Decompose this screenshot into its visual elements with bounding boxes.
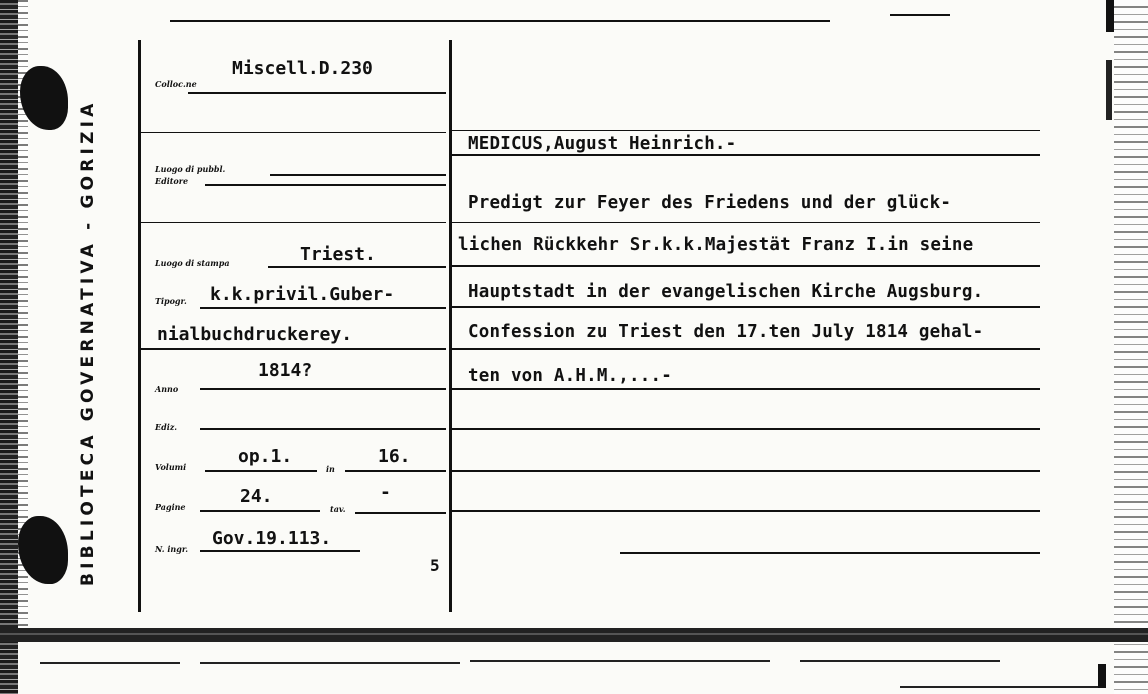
card-top-rule-2: [890, 14, 950, 16]
label-volumi-in: in: [326, 464, 335, 474]
title-line-5: ten von A.H.M.,...-: [468, 366, 672, 386]
label-editore: Editore: [155, 176, 189, 186]
scan-edge-bottom: [0, 628, 1148, 642]
rule-luogo-pubbl: [270, 174, 446, 176]
rule-right-5: [452, 348, 1040, 350]
value-anno: 1814?: [258, 360, 313, 381]
label-ingresso: N. ingr.: [155, 544, 189, 554]
rule-collocazione: [188, 92, 446, 94]
rule-right-8: [452, 470, 1040, 472]
label-tavole: tav.: [330, 504, 346, 514]
rule-ingresso: [200, 550, 360, 552]
title-line-3: Hauptstadt in der evangelischen Kirche Augsburg.: [468, 282, 984, 302]
rule-right-1: [452, 154, 1040, 156]
card-top-rule: [170, 20, 830, 22]
label-luogo-stampa: Luogo di stampa: [155, 258, 230, 268]
rule-right-4: [452, 306, 1040, 308]
label-luogo-pubbl: Luogo di pubbl.: [155, 164, 226, 174]
rule-tavole: [355, 512, 446, 514]
label-anno: Anno: [155, 384, 179, 394]
value-pagine: 24.: [240, 486, 273, 507]
label-collocazione: Colloc.ne: [155, 79, 197, 89]
label-volumi: Volumi: [155, 462, 187, 472]
left-column-divider: [138, 40, 141, 612]
rule-right-0: [452, 130, 1040, 131]
rule-luogo-stampa: [268, 266, 446, 268]
scan-edge-left: [0, 0, 18, 694]
value-ingresso: Gov.19.113.: [212, 528, 332, 549]
rule-right-2: [452, 222, 1040, 223]
rule-volumi: [205, 470, 317, 472]
label-tipografo: Tipogr.: [155, 296, 187, 306]
next-card-rule-3: [470, 660, 770, 662]
library-stamp-vertical: BIBLIOTECA GOVERNATIVA - GORIZIA: [78, 99, 98, 586]
rule-blank-1: [140, 132, 446, 133]
value-collocazione: Miscell.D.230: [232, 58, 373, 79]
title-line-2: lichen Rückkehr Sr.k.k.Majestät Franz I.in seine: [458, 235, 974, 255]
bottom-mark: 5: [430, 556, 440, 575]
rule-editore: [205, 184, 446, 186]
next-card-rule-1: [40, 662, 180, 664]
rule-blank-2: [140, 222, 446, 223]
title-line-4: Confession zu Triest den 17.ten July 1814 gehal-: [468, 322, 984, 342]
next-card-rule-4: [800, 660, 1000, 662]
scan-edge-right: [1114, 0, 1148, 694]
rule-right-10: [620, 552, 1040, 554]
rule-tipografo-2: [140, 348, 446, 350]
label-edizione: Ediz.: [155, 422, 178, 432]
rule-right-7: [452, 428, 1040, 430]
value-tipografo-line1: k.k.privil.Guber-: [210, 284, 395, 305]
rule-edizione: [200, 428, 446, 430]
scan-mark-bottom-right: [1098, 664, 1106, 688]
rule-right-9: [452, 510, 1040, 512]
label-pagine: Pagine: [155, 502, 186, 512]
rule-anno: [200, 388, 446, 390]
value-formato: 16.: [378, 446, 411, 467]
author-heading: MEDICUS,August Heinrich.-: [468, 134, 737, 154]
next-card-rule-2: [200, 662, 460, 664]
middle-column-divider: [449, 40, 452, 612]
rule-formato: [345, 470, 446, 472]
title-line-1: Predigt zur Feyer des Friedens und der glück-: [468, 193, 952, 213]
value-tavole: -: [380, 482, 391, 503]
rule-right-3: [452, 265, 1040, 267]
value-volumi: op.1.: [238, 446, 293, 467]
scan-mark-right-2: [1106, 60, 1112, 120]
next-card-rule-5: [900, 686, 1100, 688]
scan-mark-right: [1106, 0, 1114, 32]
rule-right-6: [452, 388, 1040, 390]
rule-pagine: [200, 510, 320, 512]
value-luogo-stampa: Triest.: [300, 244, 376, 265]
rule-tipografo: [200, 307, 446, 309]
value-tipografo-line2: nialbuchdruckerey.: [157, 324, 353, 345]
